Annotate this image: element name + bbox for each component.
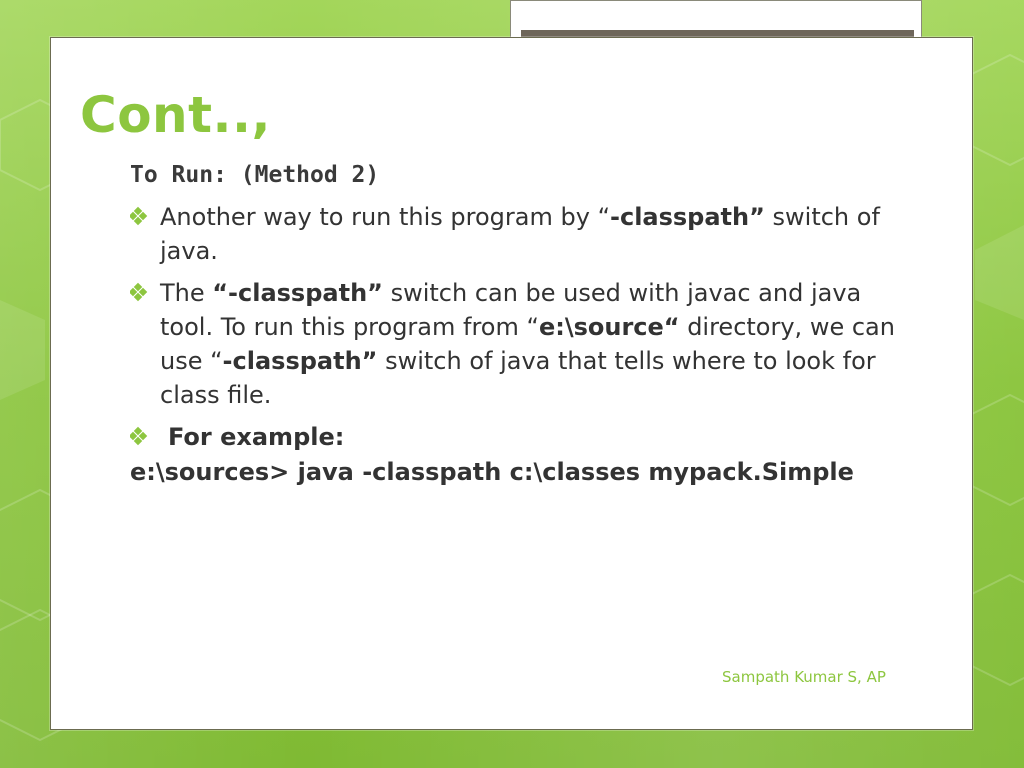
example-command: e:\sources> java -classpath c:\classes mypack.Simple bbox=[130, 458, 854, 486]
bullet-text-part: switch can be used with javac and java tool. To run this program from “ bbox=[160, 279, 862, 341]
slide-title: Cont.., bbox=[80, 86, 272, 144]
bullet-text-part: directory, we can use “ bbox=[160, 313, 895, 375]
bullet-text-part: The bbox=[160, 279, 213, 307]
diamond-bullet-icon bbox=[130, 420, 150, 454]
diamond-bullet-icon bbox=[130, 276, 150, 310]
bullet-item bbox=[130, 420, 920, 454]
bullet-text-bold: e:\source“ bbox=[538, 313, 680, 341]
footer-author: Sampath Kumar S, AP bbox=[722, 668, 886, 686]
bullet-text-part: switch of java that tells where to look for class file. bbox=[160, 347, 876, 409]
bullet-text-bold: For example: bbox=[168, 423, 345, 451]
diamond-bullet-icon bbox=[130, 200, 150, 234]
subheading: To Run: (Method 2) bbox=[130, 162, 380, 188]
bullet-text-bold: -classpath” bbox=[610, 203, 765, 231]
bullet-text-bold: -classpath” bbox=[222, 347, 378, 375]
bullet-text bbox=[160, 200, 920, 268]
bullet-text bbox=[160, 276, 920, 412]
bullet-text bbox=[168, 420, 920, 454]
bullet-text-part: switch of java. bbox=[160, 203, 880, 265]
bullet-item bbox=[130, 200, 920, 268]
bullet-text-bold: “-classpath” bbox=[212, 279, 383, 307]
bullet-text-part: Another way to run this program by “ bbox=[160, 203, 610, 231]
bullet-item bbox=[130, 276, 920, 412]
